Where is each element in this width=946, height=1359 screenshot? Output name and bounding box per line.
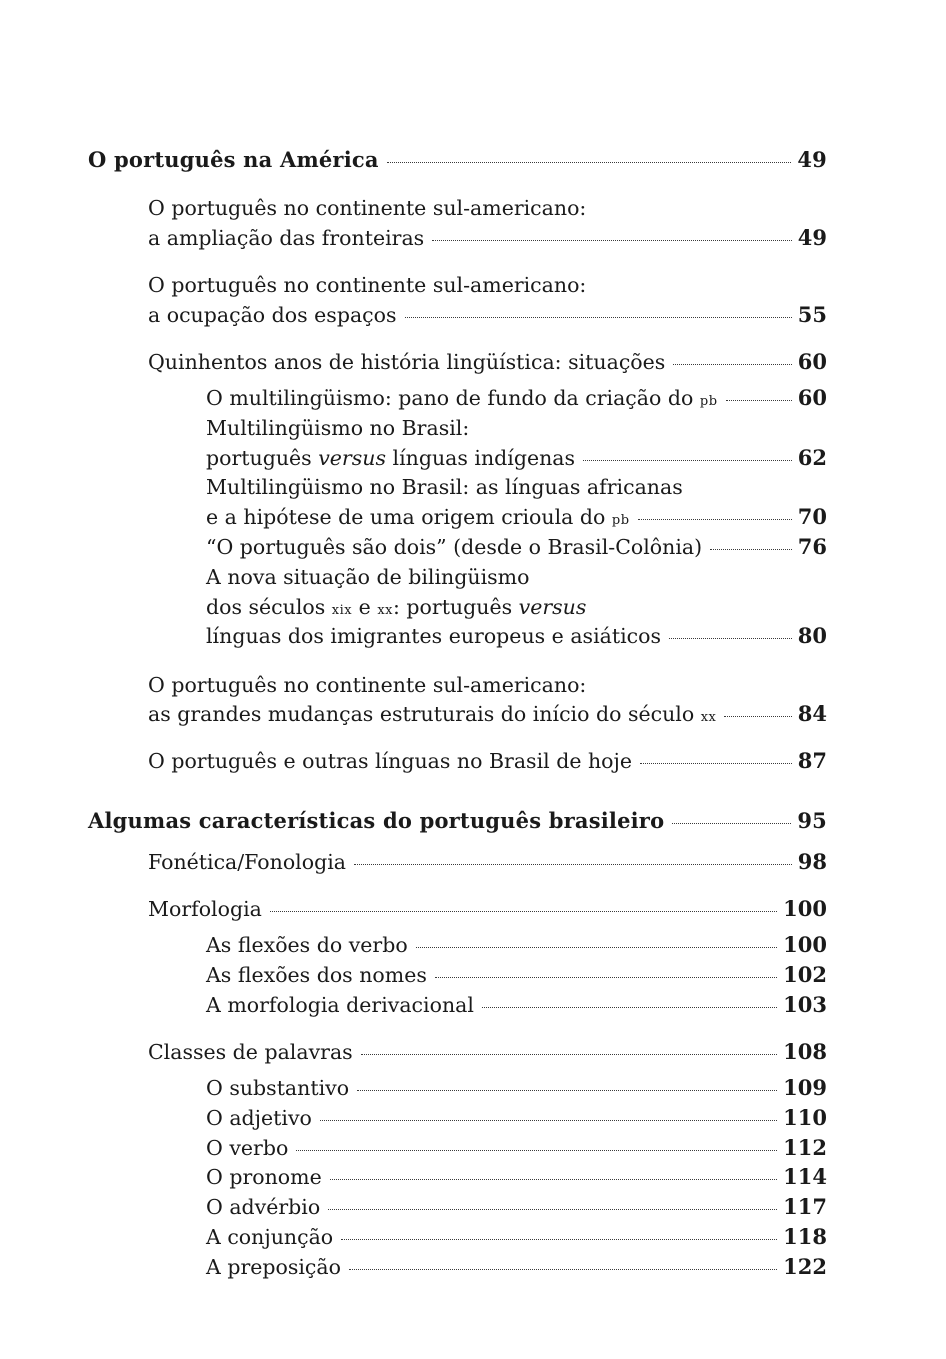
abbreviation: xix [331,603,353,618]
toc-subentry-line[interactable]: Multilingüismo no Brasil: as línguas africanas [206,475,683,499]
dot-leader [405,316,792,318]
emphasis: versus [318,446,386,470]
toc-title: O verbo [206,1136,289,1160]
emphasis: versus [518,595,587,619]
dot-leader [432,239,792,241]
toc-subentry[interactable] [206,1133,827,1163]
toc-title: Algumas características do português brasileiro [88,808,665,833]
dot-leader [328,1208,777,1210]
dot-leader [583,459,792,461]
toc-title: A morfologia derivacional [206,993,474,1017]
dot-leader [416,946,777,948]
dot-leader [638,518,792,520]
toc-entry-line[interactable]: O português no continente sul-americano: [148,196,587,220]
dot-leader [296,1149,777,1151]
toc-entry[interactable] [148,223,827,253]
toc-subentry[interactable] [206,1222,827,1252]
toc-subentry[interactable] [206,960,827,990]
page-number: 49 [797,147,827,172]
toc-entry[interactable] [148,847,827,877]
toc-subentry-line[interactable]: Multilingüismo no Brasil: [206,416,470,440]
page-number: 76 [797,534,827,559]
toc-title: “O português são dois” (desde o Brasil-Colônia) [206,535,703,559]
toc-subentry[interactable] [206,1192,827,1222]
page-number: 60 [797,349,827,374]
page-number: 109 [783,1075,827,1100]
toc-entry[interactable] [148,347,827,377]
dot-leader [320,1119,777,1121]
toc-title: O advérbio [206,1195,321,1219]
dot-leader [640,762,792,764]
toc-subentry[interactable] [206,930,827,960]
page-number: 95 [797,808,827,833]
toc-title: A preposição [206,1255,341,1279]
toc-title: Morfologia [148,897,262,921]
toc-subentry-line[interactable]: A nova situação de bilingüismo [206,565,530,589]
toc-title: a ocupação dos espaços [148,303,397,327]
toc-title: As flexões do verbo [206,933,408,957]
toc-subentry[interactable] [206,532,827,562]
dot-leader [710,548,792,550]
dot-leader [669,637,792,639]
toc-title: e a hipótese de uma origem crioula do pb [206,505,630,529]
toc-title: O multilingüismo: pano de fundo da criação do pb [206,386,718,410]
toc-entry[interactable] [148,699,827,733]
page-number: 98 [797,849,827,874]
page-number: 87 [797,748,827,773]
toc-subentry[interactable] [206,1103,827,1133]
toc-title: português versus línguas indígenas [206,446,576,470]
dot-leader [357,1089,777,1091]
abbreviation: xx [377,603,393,618]
page-number: 100 [783,896,827,921]
toc-subentry[interactable] [206,1252,827,1282]
page-number: 110 [783,1105,827,1130]
toc-subentry[interactable] [206,990,827,1020]
toc-title: A conjunção [206,1225,334,1249]
toc-title: Classes de palavras [148,1040,353,1064]
dot-leader [724,715,791,717]
toc-subentry[interactable] [206,1162,827,1192]
toc-title: As flexões dos nomes [206,963,427,987]
toc-title: O português e outras línguas no Brasil de hoje [148,749,633,773]
dot-leader [482,1006,777,1008]
page-number: 80 [797,623,827,648]
toc-subentry[interactable] [206,443,827,473]
page-number: 112 [783,1135,827,1160]
toc-subentry[interactable] [206,383,827,417]
dot-leader [673,363,791,365]
toc-entry-line[interactable]: O português no continente sul-americano: [148,673,587,697]
toc-entry[interactable] [148,894,827,924]
abbreviation: pb [611,513,630,528]
dot-leader [341,1238,777,1240]
toc-title: O português na América [88,147,379,172]
page-number: 114 [783,1164,827,1189]
dot-leader [270,910,777,912]
page-number: 102 [783,962,827,987]
page-number: 122 [783,1254,827,1279]
dot-leader [435,976,777,978]
page-number: 60 [797,385,827,410]
page-number: 100 [783,932,827,957]
toc-title: as grandes mudanças estruturais do início do século xx [148,702,717,726]
toc-title: O adjetivo [206,1106,312,1130]
page-number: 117 [783,1194,827,1219]
abbreviation: pb [699,394,718,409]
page-number: 118 [783,1224,827,1249]
toc-entry[interactable] [148,1037,827,1067]
page-number: 70 [797,504,827,529]
dot-leader [726,399,792,401]
dot-leader [387,161,792,163]
toc-title: O substantivo [206,1076,350,1100]
toc-title: a ampliação das fronteiras [148,226,425,250]
dot-leader [672,822,791,824]
page-number: 62 [797,445,827,470]
page-number: 49 [797,225,827,250]
toc-subentry[interactable] [206,621,827,651]
toc-entry[interactable] [148,746,827,776]
toc-subentry-line[interactable]: dos séculos xix e xx: português versus [206,595,587,619]
toc-entry[interactable] [148,300,827,330]
dot-leader [349,1268,777,1270]
toc-title: Quinhentos anos de história lingüística: situações [148,350,666,374]
toc-section-heading[interactable] [88,806,827,836]
dot-leader [361,1053,777,1055]
page-number: 55 [797,302,827,327]
abbreviation: xx [700,710,717,725]
dot-leader [330,1178,777,1180]
toc-title: Fonética/Fonologia [148,850,346,874]
dot-leader [354,863,792,865]
page-number: 108 [783,1039,827,1064]
toc-subentry[interactable] [206,1073,827,1103]
toc-title: O pronome [206,1165,322,1189]
toc-subentry[interactable] [206,502,827,536]
page-number: 103 [783,992,827,1017]
page-number: 84 [797,701,827,726]
toc-section-heading[interactable] [88,145,827,175]
toc-entry-line[interactable]: O português no continente sul-americano: [148,273,587,297]
toc-title: línguas dos imigrantes europeus e asiáticos [206,624,661,648]
